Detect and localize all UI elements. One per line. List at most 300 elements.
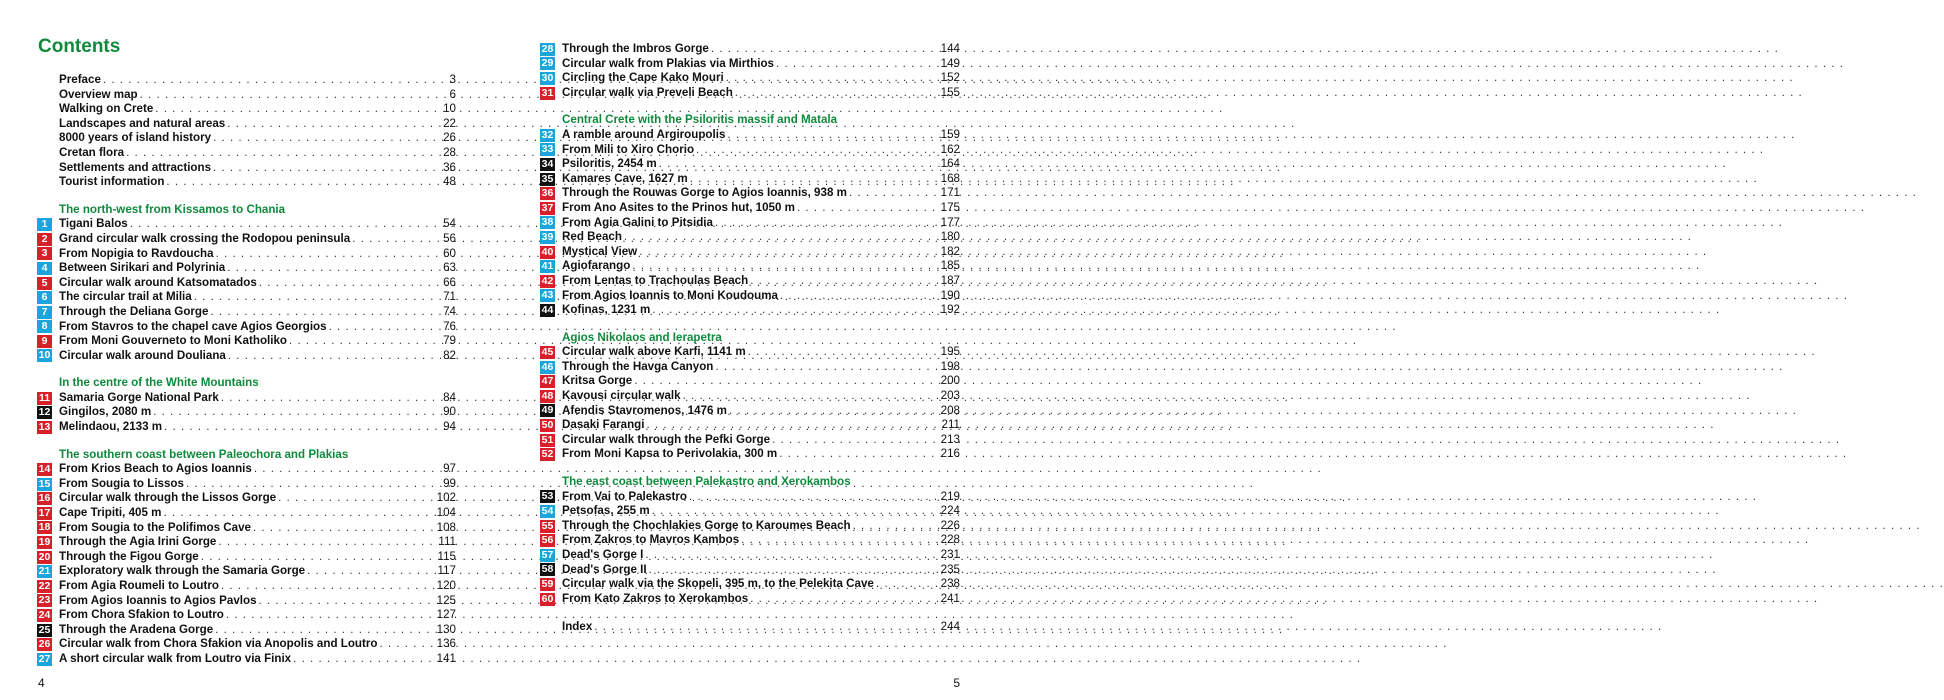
leader-dots [126,146,441,161]
right-page-number: 5 [953,676,960,690]
toc-entry[interactable] [37,477,456,492]
walk-number-badge: 10 [38,349,51,362]
toc-entry-title: Psiloritis, 2454 m [562,157,657,171]
toc-entry-title: Settlements and attractions [59,160,212,174]
toc-entry-title: Through the Havga Canyon [562,359,714,373]
toc-entry-title: Through the Agia Irini Gorge [59,535,217,549]
leader-dots [215,623,434,638]
toc-entry-title: Dasaki Farangi [562,418,645,432]
leader-dots [213,161,441,176]
toc-entry[interactable] [37,146,456,161]
walk-number-badge: 6 [37,291,52,304]
toc-entry-title: From Stavros to the chapel cave Agios Georgios [59,319,327,333]
toc-entry[interactable] [37,102,456,117]
leader-dots [293,652,435,667]
walk-number-badge: 39 [541,230,554,243]
toc-entry[interactable] [37,550,456,565]
toc-entry-page: 63 [443,261,456,275]
toc-entry-title: Overview map [59,87,138,101]
toc-entry[interactable] [540,360,960,375]
toc-entry[interactable] [540,374,960,389]
toc-entry[interactable] [540,128,960,143]
leader-dots [690,172,939,187]
section-heading: The east coast between Palekastro and Xerokambos [562,475,851,489]
toc-entry[interactable] [37,405,456,420]
toc-entry-page: 213 [940,432,960,446]
toc-entry-page: 104 [436,506,456,520]
walk-number-badge: 13 [38,420,51,433]
section-heading: The north-west from Kissamos to Chania [59,202,286,216]
walk-number-badge: 14 [38,463,51,476]
walk-number-badge: 37 [541,201,554,214]
leader-dots [289,334,441,349]
walk-number-badge: 34 [541,157,554,170]
leader-dots [307,564,435,579]
leader-dots [659,157,939,172]
walk-number-badge: 1 [37,218,52,231]
toc-entry[interactable] [37,334,456,349]
toc-entry-page: 235 [940,562,960,576]
toc-entry-title: Circular walk via the Skopeli, 395 m, to the Pelekita Cave [562,577,874,591]
toc-entry-title: Mystical View [562,244,638,258]
leader-dots [711,42,939,57]
toc-entry[interactable] [540,504,960,519]
toc-entry[interactable] [540,230,960,245]
toc-entry[interactable] [540,57,960,72]
leader-dots [221,579,435,594]
leader-dots [750,274,938,289]
left-page-number: 4 [38,676,45,690]
walk-number-badge: 2 [37,233,52,246]
toc-entry[interactable] [540,389,960,404]
toc-entry[interactable] [37,420,456,435]
toc-entry-page: 76 [443,319,456,333]
toc-entry[interactable] [540,563,960,578]
walk-number-badge: 32 [541,128,554,141]
walk-number-badge: 56 [541,534,554,547]
toc-entry[interactable] [37,608,456,623]
walk-number-badge: 49 [541,404,554,417]
walk-number-badge: 47 [541,375,554,388]
toc-entry-title: Through the Deliana Gorge [59,304,209,318]
toc-entry-title: Circular walk from Chora Sfakion via Anopolis and Loutro [59,637,378,651]
leader-dots [140,88,448,103]
toc-entry-title: From Lentas to Trachoulas Beach [562,273,749,287]
toc-entry[interactable] [540,157,960,172]
leader-dots [253,521,435,536]
leader-dots [186,477,441,492]
toc-entry-title: Gingilos, 2080 m [59,405,152,419]
toc-entry-title: Circular walk via Preveli Beach [562,85,733,99]
toc-entry[interactable] [37,594,456,609]
walk-number-badge: 45 [541,346,554,359]
toc-entry[interactable] [540,433,960,448]
toc-entry[interactable] [37,521,456,536]
toc-entry-page: 175 [940,200,960,214]
toc-entry[interactable] [540,345,960,360]
toc-entry[interactable] [540,418,960,433]
toc-entry-title: From Kato Zakros to Xerokambos [562,591,749,605]
walk-number-badge: 20 [38,550,51,563]
toc-entry-page: 159 [940,127,960,141]
walk-number-badge: 41 [541,260,554,273]
toc-entry-title: Landscapes and natural areas [59,116,226,130]
toc-entry-page: 84 [443,390,456,404]
toc-entry-title: A ramble around Argiroupolis [562,127,726,141]
right-toc-column [540,42,960,635]
toc-entry-title: Circular walk around Douliana [59,348,226,362]
toc-entry[interactable] [540,274,960,289]
toc-entry[interactable] [37,462,456,477]
walk-number-badge: 12 [38,406,51,419]
leader-dots [849,186,939,201]
toc-entry-title: From Agios Ioannis to Agios Pavlos [59,593,257,607]
toc-entry-page: 60 [443,246,456,260]
toc-entry[interactable] [37,491,456,506]
walk-number-badge: 19 [38,536,51,549]
toc-entry[interactable] [540,143,960,158]
leader-dots [750,592,938,607]
toc-entry[interactable] [540,289,960,304]
toc-entry[interactable] [37,349,456,364]
toc-entry-page: 177 [940,215,960,229]
leader-dots [163,506,434,521]
toc-entry-page: 164 [940,157,960,171]
walk-number-badge: 15 [38,477,51,490]
leader-dots [779,447,938,462]
toc-entry-page: 56 [443,231,456,245]
walk-number-badge: 3 [37,247,52,260]
toc-entry-page: 117 [437,564,456,578]
toc-entry[interactable] [37,117,456,132]
walk-number-badge: 54 [541,505,554,518]
toc-entry-page: 231 [940,548,960,561]
spacer [540,606,960,620]
leader-dots [776,57,939,72]
toc-entry-page: 226 [940,518,960,532]
walk-number-badge: 59 [541,577,554,590]
toc-entry[interactable] [37,652,456,667]
toc-entry-title: Circular walk through the Pefki Gorge [562,432,771,446]
toc-entry-page: 141 [436,651,456,665]
toc-entry-title: From Agia Galini to Pitsidia [562,215,713,229]
toc-entry-page: 136 [436,637,456,651]
toc-entry[interactable] [540,592,960,607]
toc-entry-page: 3 [449,73,456,86]
toc-entry-title: Agiofarango [562,259,631,273]
walk-number-badge: 24 [38,608,51,621]
toc-entry[interactable] [540,620,960,635]
section-heading: The southern coast between Paleochora and Plakias [59,447,349,461]
toc-entry-page: 108 [436,520,456,534]
toc-entry-page: 48 [443,175,456,189]
leader-dots [715,360,938,375]
leader-dots [103,73,448,88]
leader-dots [164,420,441,435]
walk-number-badge: 48 [541,389,554,402]
toc-entry[interactable] [540,71,960,86]
leader-dots [153,405,441,420]
toc-entry-page: 94 [443,420,456,434]
walk-number-badge: 35 [541,172,554,185]
walk-number-badge: 28 [541,42,554,55]
toc-entry[interactable] [540,259,960,274]
toc-entry[interactable] [37,131,456,146]
toc-entry-title: From Moni Gouverneto to Moni Katholiko [59,334,287,348]
toc-entry-page: 82 [443,348,456,362]
toc-entry[interactable] [540,519,960,534]
leader-dots [594,620,938,635]
toc-entry-title: Circular walk through the Lissos Gorge [59,491,277,505]
toc-entry-page: 149 [940,56,960,70]
toc-entry[interactable] [540,172,960,187]
section-heading: Agios Nikolaos and Ierapetra [562,330,722,344]
toc-entry-title: Red Beach [562,230,622,244]
left-toc-column [37,73,456,667]
toc-entry-title: Kritsa Gorge [562,374,633,388]
contents-title: Contents [38,36,121,57]
toc-entry[interactable] [37,175,456,190]
toc-entry[interactable] [540,404,960,419]
leader-dots [226,608,435,623]
toc-entry-title: Grand circular walk crossing the Rodopou peninsula [59,231,351,245]
toc-entry-title: From Agia Roumeli to Loutro [59,579,219,592]
toc-entry-page: 71 [443,290,456,304]
walk-number-badge: 36 [541,187,554,200]
leader-dots [218,535,436,550]
toc-entry-page: 180 [940,230,960,244]
leader-dots [227,117,441,132]
toc-entry-page: 130 [436,622,456,636]
toc-entry[interactable] [540,303,960,318]
leader-dots [729,404,939,419]
toc-entry-title: Kamares Cave, 1627 m [562,171,688,185]
walk-number-badge: 7 [37,306,52,319]
leader-dots [329,320,442,335]
toc-entry-title: Tigani Balos [59,217,128,231]
leader-dots [780,289,939,304]
toc-entry[interactable] [37,579,456,594]
toc-entry[interactable] [540,533,960,548]
toc-entry-title: Samaria Gorge National Park [59,390,219,404]
leader-dots [649,563,939,578]
toc-entry-page: 22 [443,116,456,130]
toc-entry-page: 162 [940,142,960,156]
leader-dots [194,290,441,305]
toc-entry-title: Dead's Gorge I [562,548,644,561]
walk-number-badge: 33 [541,143,554,156]
toc-entry-page: 224 [940,504,960,518]
toc-entry-page: 168 [940,171,960,185]
leader-dots [216,247,442,262]
toc-entry-page: 54 [443,217,456,231]
walk-number-badge: 4 [37,262,52,275]
toc-entry[interactable] [37,305,456,320]
toc-entry-page: 198 [940,359,960,373]
toc-entry[interactable] [37,276,456,291]
leader-dots [130,217,441,232]
walk-number-badge: 31 [541,86,554,99]
leader-dots [210,305,441,320]
toc-entry-title: Circular walk around Katsomatados [59,275,257,289]
toc-entry-title: Through the Rouwas Gorge to Agios Ioannis, 938 m [562,186,847,200]
walk-number-badge: 60 [541,592,554,605]
toc-entry-page: 102 [436,491,456,505]
toc-entry-title: Tourist information [59,175,165,189]
walk-number-badge: 8 [37,320,52,333]
leader-dots [624,230,939,245]
toc-entry[interactable] [37,232,456,247]
toc-entry-page: 6 [449,87,456,101]
toc-entry-page: 36 [443,160,456,174]
toc-entry-page: 26 [443,131,456,145]
walk-number-badge: 17 [38,506,51,519]
toc-entry[interactable] [37,217,456,232]
toc-entry[interactable] [37,535,456,550]
walk-number-badge: 22 [38,579,51,592]
section-heading: Central Crete with the Psiloritis massif and Matala [562,113,838,127]
toc-entry-page: 238 [940,577,960,591]
leader-dots [227,261,441,276]
leader-dots [645,548,938,563]
toc-entry-title: 8000 years of island history [59,131,212,145]
toc-entry-title: From Nopigia to Ravdoucha [59,246,214,260]
toc-entry[interactable] [37,564,456,579]
walk-number-badge: 53 [541,490,554,503]
toc-entry[interactable] [37,88,456,103]
leader-dots [696,143,939,158]
leader-dots [772,433,939,448]
leader-dots [689,490,939,505]
leader-dots [166,175,441,190]
toc-entry-title: Afendis Stavromenos, 1476 m [562,403,727,417]
toc-entry[interactable] [540,577,960,592]
toc-entry-title: From Vai to Palekastro [562,489,688,503]
toc-entry-page: 195 [940,345,960,359]
walk-number-badge: 57 [541,548,554,561]
walk-number-badge: 58 [541,563,554,576]
toc-entry[interactable] [37,73,456,88]
toc-entry[interactable] [37,161,456,176]
toc-entry-title: Melindaou, 2133 m [59,420,163,434]
toc-entry-title: Through the Figou Gorge [59,549,199,563]
leader-dots [259,594,435,609]
leader-dots [201,550,436,565]
walk-number-badge: 30 [541,71,554,84]
toc-entry-page: 152 [940,71,960,85]
leader-dots [155,102,441,117]
toc-entry-page: 228 [940,533,960,547]
walk-number-badge: 23 [38,594,51,607]
walk-number-badge: 27 [38,652,51,665]
leader-dots [259,276,441,291]
toc-entry-page: 192 [940,303,960,317]
walk-number-badge: 9 [37,335,52,348]
toc-entry-title: From Sougia to the Polifimos Cave [59,520,251,534]
toc-entry-title: Petsofas, 255 m [562,504,650,518]
toc-entry[interactable] [37,506,456,521]
toc-entry[interactable] [540,201,960,216]
toc-entry-title: From Ano Asites to the Prinos hut, 1050 m [562,200,795,214]
walk-number-badge: 40 [541,245,554,258]
toc-entry-title: From Moni Kapsa to Perivolakia, 300 m [562,447,778,461]
toc-entry[interactable] [37,320,456,335]
toc-entry-title: Exploratory walk through the Samaria Gorge [59,564,306,578]
toc-entry-page: 241 [940,591,960,605]
toc-entry-title: Circling the Cape Kako Mouri [562,71,724,85]
walk-number-badge: 5 [37,277,52,290]
walk-number-badge: 18 [38,521,51,534]
toc-entry[interactable] [540,86,960,101]
toc-entry[interactable] [37,261,456,276]
toc-entry-page: 171 [940,186,960,200]
walk-number-badge: 46 [541,360,554,373]
walk-number-badge: 44 [541,303,554,316]
leader-dots [727,128,938,143]
toc-entry-title: Index [562,620,593,634]
toc-entry[interactable] [540,186,960,201]
toc-entry-title: The circular trail at Milia [59,290,192,304]
toc-entry[interactable] [540,42,960,57]
toc-entry-page: 211 [941,418,960,432]
toc-entry[interactable] [37,290,456,305]
toc-entry-title: Through the Aradena Gorge [59,622,214,636]
toc-entry-title: Dead's Gorge II [562,562,647,576]
toc-entry-title: Kavousi circular walk [562,389,681,403]
toc-entry[interactable] [37,391,456,406]
leader-dots [379,637,434,652]
toc-entry-title: Circular walk above Karfi, 1141 m [562,345,746,359]
toc-entry[interactable] [540,245,960,260]
toc-entry[interactable] [37,637,456,652]
toc-entry-title: Kofinas, 1231 m [562,303,651,317]
toc-entry[interactable] [540,447,960,462]
leader-dots [735,86,939,101]
toc-entry[interactable] [540,490,960,505]
walk-number-badge: 11 [38,391,51,404]
toc-entry-page: 111 [438,535,456,549]
toc-entry-page: 200 [940,374,960,388]
toc-entry-title: From Chora Sfakion to Loutro [59,608,224,622]
toc-entry-title: Walking on Crete [59,102,154,116]
leader-dots [715,216,939,231]
toc-entry-page: 99 [443,476,456,490]
leader-dots [632,259,938,274]
toc-entry[interactable] [37,623,456,638]
toc-entry[interactable] [540,216,960,231]
toc-entry-title: From Zakros to Mavros Kambos [562,533,740,547]
toc-entry-page: 144 [940,42,960,55]
toc-entry-page: 182 [940,244,960,258]
walk-number-badge: 25 [38,623,51,636]
toc-entry[interactable] [540,548,960,563]
toc-entry-title: From Krios Beach to Agios Ioannis [59,462,252,476]
toc-entry-page: 127 [436,608,456,622]
walk-number-badge: 21 [38,565,51,578]
walk-number-badge: 26 [38,638,51,651]
toc-entry-title: Circular walk from Plakias via Mirthios [562,56,774,70]
toc-entry-title: From Agios Ioannis to Moni Koudouma [562,288,778,302]
walk-number-badge: 55 [541,519,554,532]
leader-dots [797,201,939,216]
toc-entry-title: Cape Tripiti, 405 m [59,506,162,520]
leader-dots [853,519,939,534]
toc-entry[interactable] [37,247,456,262]
walk-number-badge: 50 [541,419,554,432]
toc-entry-page: 155 [940,85,960,99]
toc-entry-page: 115 [437,549,456,563]
left-page [0,0,500,700]
